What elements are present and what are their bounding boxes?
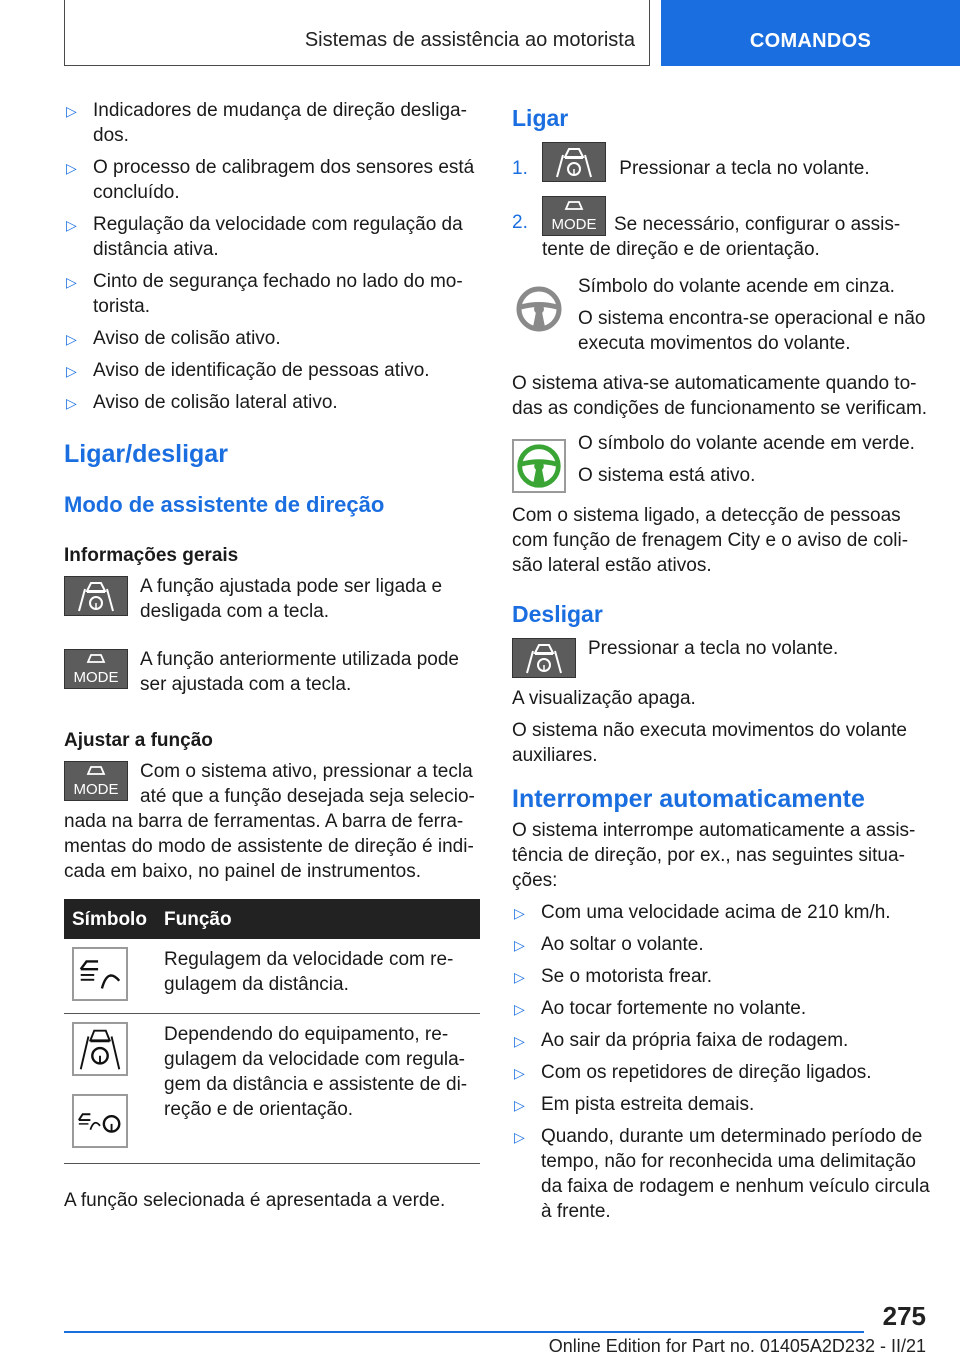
triangle-bullet-icon: ▷	[514, 1097, 525, 1113]
list-item: ▷ O processo de calibragem dos sensores está concluído.	[66, 157, 475, 203]
heading-modo-assistente: Modo de assistente de direção	[64, 492, 385, 517]
list-item: ▷ Indicadores de mudança de direção desliga-dos.	[66, 100, 467, 146]
ajustar-row	[64, 759, 480, 891]
steering-assist-button-icon	[512, 638, 576, 678]
triangle-bullet-icon: ▷	[514, 1065, 525, 1081]
triangle-bullet-icon: ▷	[66, 103, 77, 119]
table-header-function: Função	[156, 899, 480, 939]
left-column	[64, 98, 480, 1220]
list-item: ▷ Ao sair da própria faixa de rodagem.	[512, 1028, 930, 1053]
heading-ajustar-funcao: Ajustar a função	[64, 730, 213, 751]
triangle-bullet-icon: ▷	[66, 363, 77, 379]
grey-indicator-row	[512, 274, 930, 363]
speed-distance-control-icon	[72, 947, 128, 1001]
triangle-bullet-icon: ▷	[514, 905, 525, 921]
symbol-function-table	[64, 899, 480, 1164]
conditions-list	[64, 98, 480, 415]
list-item: ▷ Aviso de identificação de pessoas ativo.	[64, 358, 480, 383]
system-on-text: Com o sistema ligado, a detecção de pessoas com função de frenagem City e o aviso de coli-são lateral estão ativos.	[512, 505, 909, 576]
desligar-row	[512, 636, 930, 678]
steering-assist-button-icon	[542, 142, 606, 182]
closing-text: A função selecionada é apresentada a verde.	[64, 1189, 446, 1211]
triangle-bullet-icon: ▷	[514, 969, 525, 985]
green-indicator-row	[512, 431, 930, 495]
interrupt-conditions-list	[512, 900, 930, 1224]
step-number: 1.	[512, 158, 528, 179]
mode-label: MODE	[73, 669, 119, 686]
steering-assist-button-icon	[64, 576, 128, 616]
list-item: ▷ Aviso de colisão lateral ativo.	[64, 390, 480, 415]
triangle-bullet-icon: ▷	[514, 1001, 525, 1017]
triangle-bullet-icon: ▷	[66, 160, 77, 176]
display-off-text: A visualização apaga.	[512, 688, 696, 709]
list-item: ▷ Ao soltar o volante.	[512, 932, 930, 957]
triangle-bullet-icon: ▷	[66, 274, 77, 290]
triangle-bullet-icon: ▷	[66, 395, 77, 411]
triangle-bullet-icon: ▷	[514, 1129, 525, 1145]
table-cell-function: Dependendo do equipamento, re-gulagem da velocidade com regula-gem da distância e assistente de di-reção e de orientação.	[156, 1013, 480, 1163]
heading-ligar-desligar: Ligar/desligar	[64, 440, 228, 468]
list-item	[512, 196, 930, 262]
steering-wheel-grey-icon	[512, 282, 566, 336]
speed-steering-icon	[72, 1094, 128, 1148]
list-item: ▷ Com os repetidores de direção ligados.	[512, 1060, 930, 1085]
steering-lane-assist-icon	[72, 1022, 128, 1076]
mode-label: MODE	[551, 216, 597, 233]
mode-label: MODE	[73, 781, 119, 798]
info-text-1: A função ajustada pode ser ligada e desligada com a tecla.	[140, 576, 443, 622]
heading-desligar: Desligar	[512, 601, 603, 627]
list-item: ▷ Em pista estreita demais.	[512, 1092, 930, 1117]
ajustar-text: Com o sistema ativo, pressionar a tecla até que a função desejada seja selecio-nada na barra de ferramentas. A barra de ferra-mentas do modo de assistente de direção é indi-cada em baixo, no painel de instrumentos.	[64, 761, 475, 882]
steering-wheel-green-icon	[512, 439, 566, 493]
heading-ligar: Ligar	[512, 105, 569, 131]
list-item: ▷ Se o motorista frear.	[512, 964, 930, 989]
no-steering-text: O sistema não executa movimentos do volante auxiliares.	[512, 720, 907, 766]
step-text: Pressionar a tecla no volante.	[619, 158, 870, 179]
table-cell-function: Regulagem da velocidade com re-gulagem da distância.	[156, 939, 480, 1013]
footer-divider	[64, 1331, 864, 1333]
heading-informacoes-gerais: Informações gerais	[64, 545, 239, 566]
list-item: ▷ Aviso de colisão ativo.	[64, 326, 480, 351]
mode-button-icon	[542, 196, 606, 236]
grey-indicator-text-2: O sistema encontra-se operacional e não executa movimentos do volante.	[578, 308, 926, 354]
heading-interromper: Interromper automaticamente	[512, 785, 865, 813]
interrupt-intro-text: O sistema interrompe automaticamente a assis-tência de direção, por ex., nas seguintes situa-ções:	[512, 820, 916, 891]
mode-button-icon	[64, 649, 128, 689]
table-header-symbol: Símbolo	[64, 899, 156, 939]
list-item	[512, 142, 930, 186]
page-number: 275	[882, 1301, 926, 1331]
section-title: Sistemas de assistência ao motorista	[304, 29, 635, 51]
info-row-1	[64, 574, 480, 631]
step-text: Se necessário, configurar o assis-tente de direção e de orientação.	[542, 214, 901, 260]
header-section-box	[64, 0, 650, 66]
chapter-tab	[661, 0, 960, 66]
mode-button-icon	[64, 761, 128, 801]
list-item: ▷ Cinto de segurança fechado no lado do mo-torista.	[66, 271, 463, 317]
list-item: ▷ Quando, durante um determinado período de tempo, não for reconhecida uma delimitação da faixa de rodagem e nenhum veículo circula à frente.	[514, 1126, 930, 1222]
step-number: 2.	[512, 212, 528, 233]
triangle-bullet-icon: ▷	[66, 217, 77, 233]
triangle-bullet-icon: ▷	[514, 1033, 525, 1049]
footer-edition: Online Edition for Part no. 01405A2D232 - II/21	[548, 1336, 926, 1356]
green-indicator-text-2: O sistema está ativo.	[578, 465, 756, 486]
triangle-bullet-icon: ▷	[514, 937, 525, 953]
desligar-text: Pressionar a tecla no volante.	[588, 638, 839, 659]
table-row	[64, 1013, 480, 1163]
triangle-bullet-icon: ▷	[66, 331, 77, 347]
list-item: ▷ Ao tocar fortemente no volante.	[512, 996, 930, 1021]
right-column	[512, 104, 930, 1231]
info-text-2: A função anteriormente utilizada pode ser ajustada com a tecla.	[140, 649, 459, 695]
table-row	[64, 939, 480, 1013]
steps-list	[512, 142, 930, 262]
list-item: ▷ Com uma velocidade acima de 210 km/h.	[512, 900, 930, 925]
list-item: ▷ Regulação da velocidade com regulação da distância ativa.	[66, 214, 463, 260]
info-row-2	[64, 647, 480, 704]
chapter-title: COMANDOS	[749, 30, 872, 52]
green-indicator-text-1: O símbolo do volante acende em verde.	[578, 433, 915, 454]
auto-activation-text: O sistema ativa-se automaticamente quando to-das as condições de funcionamento se verificam.	[512, 373, 928, 419]
grey-indicator-text-1: Símbolo do volante acende em cinza.	[578, 276, 895, 297]
